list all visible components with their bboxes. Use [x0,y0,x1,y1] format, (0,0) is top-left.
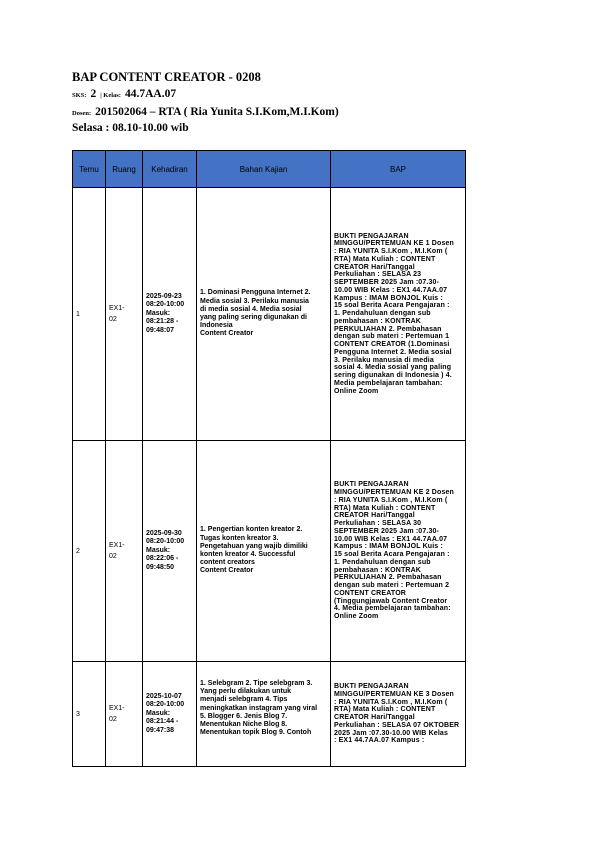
bahan-kajian-cell: 1. Dominasi Pengguna Internet 2. Media sosial 3. Perilaku manusia di media sosial 4. Media sosial yang paling sering digunakan di Indonesia Content Creator [197,188,331,441]
kelas-label: | Kelas: [100,92,121,99]
col-header-bahan-kajian: Bahan Kajian [197,151,331,188]
kehadiran-cell: 2025-10-07 08:20-10:00 Masuk: 08:21:44 - 09:47:38 [143,662,197,767]
ruang-cell: EX1- 02 [106,188,143,441]
sks-label: SKS: [72,92,87,99]
table-row [73,188,466,441]
col-header-bap: BAP [331,151,466,188]
col-header-temu: Temu [73,151,106,188]
table-header-row [73,151,466,188]
temu-cell: 2 [73,441,106,662]
dosen-label: Dosen: [72,110,92,117]
course-info-line [72,85,532,103]
bap-cell: BUKTI PENGAJARAN MINGGU/PERTEMUAN KE 3 Dosen : RIA YUNITA S.I.Kom , M.I.Kom ( RTA) Mata Kuliah : CONTENT CREATOR Hari/Tanggal Perkuliahan : SELASA 07 OKTOBER 2025 Jam :07.30-10.00 WIB Kelas : EX1 44.7AA.07 Kampus : [331,662,466,767]
schedule-line: Selasa : 08.10-10.00 wib [72,122,189,134]
kehadiran-cell: 2025-09-30 08:20-10:00 Masuk: 08:22:06 - 09:48:50 [143,441,197,662]
ruang-cell: EX1- 02 [106,441,143,662]
ruang-cell: EX1- 02 [106,662,143,767]
bap-cell: BUKTI PENGAJARAN MINGGU/PERTEMUAN KE 1 Dosen : RIA YUNITA S.I.Kom , M.I.Kom ( RTA) Mata Kuliah : CONTENT CREATOR Hari/Tanggal Perkuliahan : SELASA 23 SEPTEMBER 2025 Jam :07.30- 10.00 WIB Kelas : EX1 44.7AA.07 Kampus : IMAM BONJOL Kuis : 15 soal Berita Acara Pengajaran : 1. Pendahuluan dengan sub pembahasan : KONTRAK PERKULIAHAN 2. Pembahasan dengan sub materi : Pertemuan 1 CONTENT CREATOR (1.Dominasi Pengguna Internet 2. Media sosial 3. Perilaku manusia di media sosial 4. Media sosial yang paling sering digunakan di Indonesia ) 4. Media pembelajaran tambahan: Online Zoom [331,188,466,441]
temu-cell: 1 [73,188,106,441]
document-header [72,70,532,136]
dosen-value: 201502064 – RTA ( Ria Yunita S.I.Kom,M.I.Kom) [95,106,339,118]
bahan-kajian-cell: 1. Pengertian konten kreator 2. Tugas konten kreator 3. Pengetahuan yang wajib dimiliki konten kreator 4. Successful content creators Content Creator [197,441,331,662]
kehadiran-cell: 2025-09-23 08:20-10:00 Masuk: 08:21:28 - 09:48:07 [143,188,197,441]
table-row [73,441,466,662]
sks-value: 2 [90,88,97,100]
lecturer-line [72,103,532,121]
bap-table [72,150,466,767]
col-header-ruang: Ruang [106,151,143,188]
col-header-kehadiran: Kehadiran [143,151,197,188]
document-title: BAP CONTENT CREATOR - 0208 [72,70,261,84]
bahan-kajian-cell: 1. Selebgram 2. Tipe selebgram 3. Yang perlu dilakukan untuk menjadi selebgram 4. Tips meningkatkan instagram yang viral 5. Blogger 6. Jenis Blog 7. Menentukan Niche Blog 8. Menentukan topik Blog 9. Contoh [197,662,331,767]
temu-cell: 3 [73,662,106,767]
kelas-value: 44.7AA.07 [124,88,177,100]
bap-cell: BUKTI PENGAJARAN MINGGU/PERTEMUAN KE 2 Dosen : RIA YUNITA S.I.Kom , M.I.Kom ( RTA) Mata Kuliah : CONTENT CREATOR Hari/Tanggal Perkuliahan : SELASA 30 SEPTEMBER 2025 Jam :07.30- 10.00 WIB Kelas : EX1 44.7AA.07 Kampus : IMAM BONJOL Kuis : 15 soal Berita Acara Pengajaran : 1. Pendahuluan dengan sub pembahasan : KONTRAK PERKULIAHAN 2. Pembahasan dengan sub materi : Pertemuan 2 CONTENT CREATOR (Tinggungjawab Content Creator 4. Media pembelajaran tambahan: Online Zoom [331,441,466,662]
table-row [73,662,466,767]
